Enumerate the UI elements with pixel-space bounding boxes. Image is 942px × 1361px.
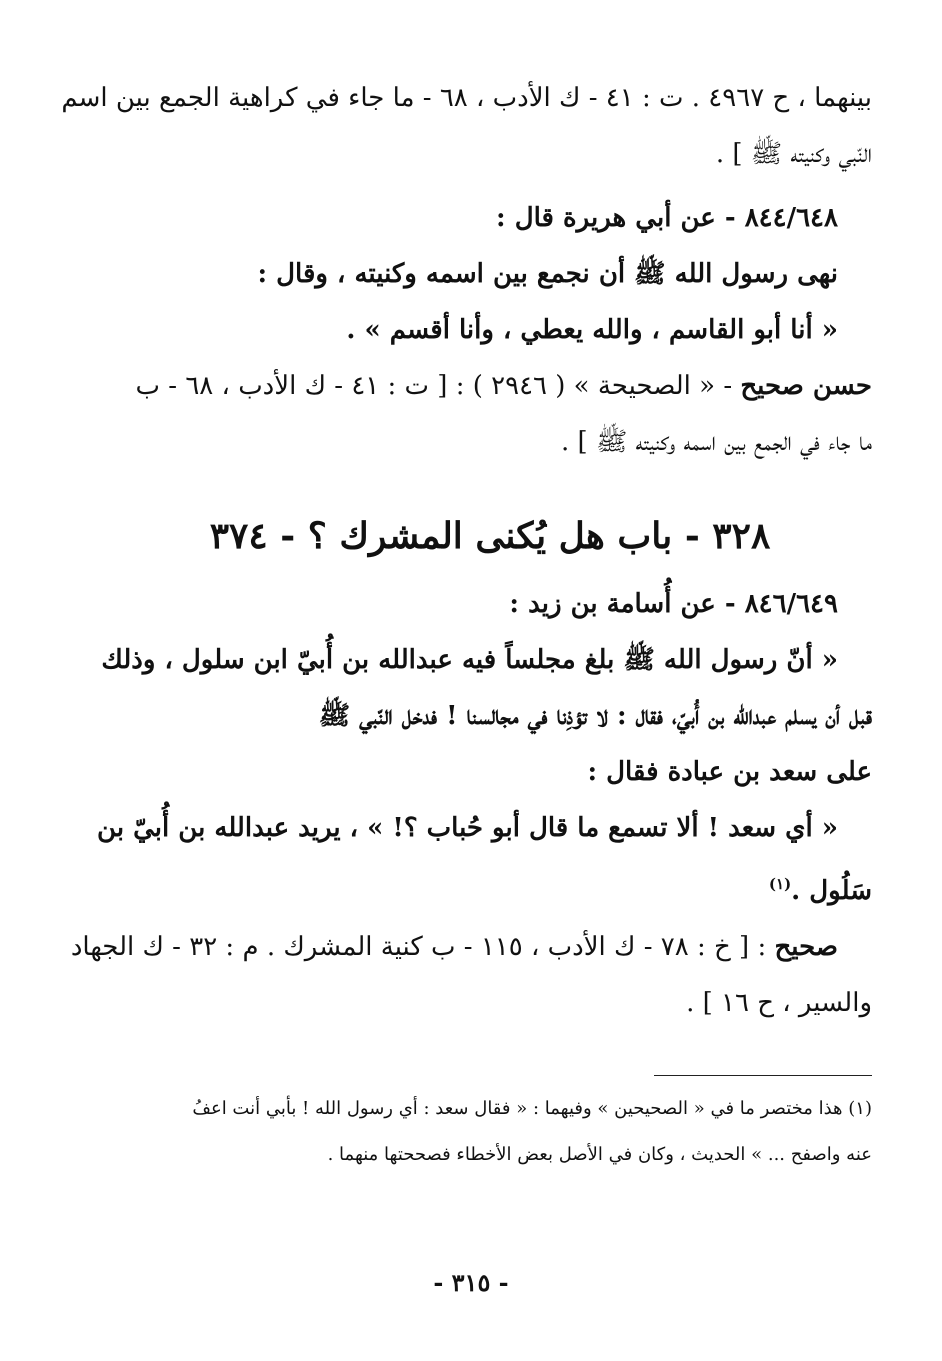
- footnote-divider: [654, 1075, 872, 1076]
- hadith-649-grade: صحيح: [774, 932, 838, 962]
- chapter-title: ٣٢٨ - باب هل يُكنى المشرك ؟ - ٣٧٤: [209, 515, 771, 557]
- hadith-649-text-1: « أنّ رسول الله ﷺ بلغ مجلساً فيه عبدالله بن أُبيّ ابن سلول ، وذلك: [101, 645, 838, 675]
- hadith-648-intro: - عن أبي هريرة قال :: [496, 203, 736, 233]
- hadith-649-number: ٨٤٦/٦٤٩: [744, 589, 838, 619]
- footnote-marker: (١): [768, 875, 792, 893]
- hadith-649-text-5: [108, 856, 872, 919]
- footnote-line-1: (١) هذا مختصر ما في « الصحيحين » وفيهما : « فقال سعد : أي رسول الله ! بأبي أنت اعفُ: [192, 1098, 872, 1119]
- hadith-648-number: ٨٤٤/٦٤٨: [744, 203, 838, 233]
- footnote-line-2: عنه واصفح ... » الحديث ، وكان في الأصل بعض الأخطاء فصححتها منهما .: [327, 1144, 872, 1165]
- hadith-648-text-1: نهى رسول الله ﷺ أن نجمع بين اسمه وكنيته ، وقال :: [257, 259, 838, 289]
- hadith-649-header: [108, 576, 872, 632]
- continuation-line-2: النّبي وكنيته ﷺ ] .: [715, 139, 872, 169]
- hadith-649-text-2: قبل أن يسلم عبدالله بن أُبيّ، فقال : لا تؤذِنا في مجالسنا ! فدخل النّبي ﷺ: [318, 701, 872, 731]
- hadith-649-text-4: « أي سعد ! ألا تسمع ما قال أبو حُباب ؟! » ، يريد عبدالله بن أُبيّ بن: [97, 813, 838, 843]
- hadith-648-reference-1: [108, 358, 872, 414]
- continuation-line-1: بينهما ، ح ٤٩٦٧ . ت : ٤١ - ك الأدب ، ٦٨ - ما جاء في كراهية الجمع بين اسم: [61, 83, 872, 113]
- hadith-648-text-2: « أنا أبو القاسم ، والله يعطي ، وأنا أقسم » .: [346, 315, 838, 345]
- hadith-649-reference-2: والسير ، ح ١٦ ] .: [686, 988, 872, 1018]
- hadith-648-ref-1: - « الصحيحة » ( ٢٩٤٦ ) : [ ت : ٤١ - ك الأدب ، ٦٨ - ب: [135, 371, 733, 401]
- hadith-648-header: [108, 190, 872, 246]
- hadith-649-intro: - عن أُسامة بن زيد :: [509, 589, 736, 619]
- hadith-649-reference-1: [70, 919, 872, 975]
- page-number: - ٣١٥ -: [433, 1268, 509, 1297]
- hadith-649-text-3: على سعد بن عبادة فقال :: [587, 757, 872, 787]
- hadith-648-reference-2: ما جاء في الجمع بين اسمه وكنيته ﷺ ] .: [561, 427, 872, 457]
- hadith-649-ref-1: : [ خ : ٧٨ - ك الأدب ، ١١٥ - ب كنية المشرك . م : ٣٢ - ك الجهاد: [70, 932, 767, 962]
- hadith-649-text-5-words: سَلُول .: [791, 876, 872, 906]
- hadith-648-grade: حسن صحيح: [740, 371, 872, 401]
- page-body: [61, 70, 872, 1361]
